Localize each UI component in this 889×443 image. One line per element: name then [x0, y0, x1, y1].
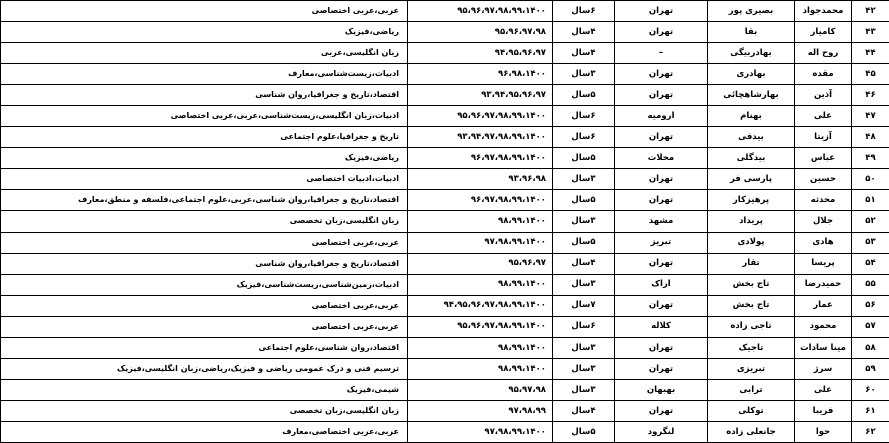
table-row — [1, 211, 889, 232]
city-cell: تهران — [615, 127, 708, 148]
city-cell: تهران — [615, 64, 708, 85]
roster-body — [1, 1, 889, 443]
table-row — [1, 85, 889, 106]
duration-cell: ۳سال — [553, 337, 615, 358]
subjects-cell: اقتصاد،تاریخ و جغرافیا،روان شناسی — [1, 85, 408, 106]
first-name-cell: سرژ — [795, 358, 852, 379]
subjects-cell: اقتصاد،تاریخ و جغرافیا،روان شناسی — [1, 253, 408, 274]
years-cell: ۹۶،۹۷،۹۸،۹۹،۱۴۰۰ — [408, 190, 553, 211]
table-row — [1, 43, 889, 64]
last-name-cell: پولادی — [708, 232, 795, 253]
last-name-cell: بهنام — [708, 106, 795, 127]
city-cell: ارومیه — [615, 106, 708, 127]
city-cell: کلاله — [615, 316, 708, 337]
last-name-cell: بهارشاهچائی — [708, 85, 795, 106]
years-cell: ۹۵،۹۶،۹۷ — [408, 253, 553, 274]
duration-cell: ۶سال — [553, 106, 615, 127]
table-row — [1, 379, 889, 400]
last-name-cell: تبریزی — [708, 358, 795, 379]
first-name-cell: حمیدرضا — [795, 274, 852, 295]
subjects-cell: عربی،عربی اختصاصی — [1, 295, 408, 316]
subjects-cell: ریاضی،فیزیک — [1, 148, 408, 169]
row-number-cell: ۴۳ — [852, 22, 889, 43]
duration-cell: ۴سال — [553, 22, 615, 43]
duration-cell: ۴سال — [553, 400, 615, 421]
duration-cell: ۵سال — [553, 190, 615, 211]
first-name-cell: محمدجواد — [795, 1, 852, 22]
table-row — [1, 358, 889, 379]
city-cell: تهران — [615, 1, 708, 22]
row-number-cell: ۵۳ — [852, 232, 889, 253]
duration-cell: ۳سال — [553, 64, 615, 85]
table-row — [1, 1, 889, 22]
first-name-cell: حسین — [795, 169, 852, 190]
table-row — [1, 106, 889, 127]
row-number-cell: ۵۹ — [852, 358, 889, 379]
table-row — [1, 148, 889, 169]
years-cell: ۹۵،۹۶،۹۷،۹۸ — [408, 22, 553, 43]
subjects-cell: زبان انگلیسی،عربی — [1, 43, 408, 64]
last-name-cell: بصیری پور — [708, 1, 795, 22]
years-cell: ۹۶،۹۸،۱۴۰۰ — [408, 64, 553, 85]
row-number-cell: ۶۲ — [852, 421, 889, 442]
city-cell: بهبهان — [615, 379, 708, 400]
first-name-cell: کامیار — [795, 22, 852, 43]
subjects-cell: اقتصاد،تاریخ و جغرافیا،روان شناسی،عربی،علوم اجتماعی،فلسفه و منطق،معارف — [1, 190, 408, 211]
row-number-cell: ۵۲ — [852, 211, 889, 232]
city-cell: تهران — [615, 337, 708, 358]
subjects-cell: عربی،عربی اختصاصی — [1, 1, 408, 22]
subjects-cell: ادبیات،زیست‌شناسی،معارف — [1, 64, 408, 85]
first-name-cell: فریبا — [795, 400, 852, 421]
row-number-cell: ۵۶ — [852, 295, 889, 316]
row-number-cell: ۵۴ — [852, 253, 889, 274]
first-name-cell: آزیتا — [795, 127, 852, 148]
row-number-cell: ۴۲ — [852, 1, 889, 22]
table-row — [1, 232, 889, 253]
subjects-cell: اقتصاد،روان شناسی،علوم اجتماعی — [1, 337, 408, 358]
city-cell: تهران — [615, 169, 708, 190]
last-name-cell: توکلی — [708, 400, 795, 421]
duration-cell: ۵سال — [553, 85, 615, 106]
years-cell: ۹۸،۹۹،۱۴۰۰ — [408, 358, 553, 379]
years-cell: ۹۳،۹۶،۹۸ — [408, 169, 553, 190]
city-cell: تهران — [615, 253, 708, 274]
duration-cell: ۳سال — [553, 169, 615, 190]
first-name-cell: عمار — [795, 295, 852, 316]
subjects-cell: ادبیات،ادبیات اختصاصی — [1, 169, 408, 190]
city-cell: – — [615, 43, 708, 64]
city-cell: تهران — [615, 85, 708, 106]
row-number-cell: ۴۷ — [852, 106, 889, 127]
subjects-cell: ادبیات،زبان انگلیسی،زیست‌شناسی،عربی،عربی اختصاصی — [1, 106, 408, 127]
years-cell: ۹۷،۹۸،۹۹،۱۴۰۰ — [408, 232, 553, 253]
last-name-cell: بهادری — [708, 64, 795, 85]
subjects-cell: زبان انگلیسی،زبان تخصصی — [1, 211, 408, 232]
years-cell: ۹۶،۹۷،۹۸،۹۹،۱۴۰۰ — [408, 148, 553, 169]
first-name-cell: حوا — [795, 421, 852, 442]
duration-cell: ۴سال — [553, 43, 615, 64]
city-cell: تبریز — [615, 232, 708, 253]
first-name-cell: پریسا — [795, 253, 852, 274]
first-name-cell: عباس — [795, 148, 852, 169]
duration-cell: ۶سال — [553, 1, 615, 22]
duration-cell: ۶سال — [553, 316, 615, 337]
first-name-cell: آذین — [795, 85, 852, 106]
row-number-cell: ۴۹ — [852, 148, 889, 169]
row-number-cell: ۶۱ — [852, 400, 889, 421]
city-cell: تهران — [615, 22, 708, 43]
city-cell: تهران — [615, 358, 708, 379]
last-name-cell: پریداد — [708, 211, 795, 232]
last-name-cell: تاجی زاده — [708, 316, 795, 337]
duration-cell: ۵سال — [553, 148, 615, 169]
duration-cell: ۴سال — [553, 253, 615, 274]
last-name-cell: تاجیک — [708, 337, 795, 358]
years-cell: ۹۸،۹۹،۱۴۰۰ — [408, 337, 553, 358]
city-cell: اراک — [615, 274, 708, 295]
duration-cell: ۳سال — [553, 211, 615, 232]
years-cell: ۹۳،۹۴،۹۵،۹۶،۹۷ — [408, 85, 553, 106]
years-cell: ۹۴،۹۵،۹۶،۹۷،۹۸،۹۹،۱۴۰۰ — [408, 295, 553, 316]
table-row — [1, 295, 889, 316]
last-name-cell: بیدقی — [708, 127, 795, 148]
city-cell: تهران — [615, 190, 708, 211]
row-number-cell: ۵۸ — [852, 337, 889, 358]
subjects-cell: عربی،عربی اختصاصی — [1, 232, 408, 253]
last-name-cell: جانعلی زاده — [708, 421, 795, 442]
last-name-cell: تاج بخش — [708, 295, 795, 316]
row-number-cell: ۶۰ — [852, 379, 889, 400]
row-number-cell: ۴۶ — [852, 85, 889, 106]
years-cell: ۹۸،۹۹،۱۴۰۰ — [408, 274, 553, 295]
city-cell: مشهد — [615, 211, 708, 232]
duration-cell: ۷سال — [553, 295, 615, 316]
years-cell: ۹۵،۹۶،۹۷،۹۸،۹۹،۱۴۰۰ — [408, 1, 553, 22]
duration-cell: ۳سال — [553, 358, 615, 379]
subjects-cell: تاریخ و جغرافیا،علوم اجتماعی — [1, 127, 408, 148]
duration-cell: ۶سال — [553, 127, 615, 148]
table-row — [1, 64, 889, 85]
row-number-cell: ۵۰ — [852, 169, 889, 190]
last-name-cell: تقار — [708, 253, 795, 274]
years-cell: ۹۸،۹۹،۱۴۰۰ — [408, 211, 553, 232]
subjects-cell: زبان انگلیسی،زبان تخصصی — [1, 400, 408, 421]
subjects-cell: ترسیم فنی و درک عمومی ریاضی و فیزیک،ریاضی،زبان انگلیسی،فیزیک — [1, 358, 408, 379]
years-cell: ۹۵،۹۷،۹۸ — [408, 379, 553, 400]
row-number-cell: ۴۸ — [852, 127, 889, 148]
city-cell: تهران — [615, 400, 708, 421]
first-name-cell: جلال — [795, 211, 852, 232]
table-row — [1, 421, 889, 442]
last-name-cell: بهادربیگی — [708, 43, 795, 64]
duration-cell: ۵سال — [553, 232, 615, 253]
years-cell: ۹۵،۹۶،۹۷،۹۸،۹۹،۱۴۰۰ — [408, 316, 553, 337]
years-cell: ۹۳،۹۴،۹۷،۹۸،۹۹،۱۴۰۰ — [408, 127, 553, 148]
table-row — [1, 337, 889, 358]
table-row — [1, 169, 889, 190]
row-number-cell: ۵۱ — [852, 190, 889, 211]
city-cell: تهران — [615, 295, 708, 316]
subjects-cell: عربی،عربی اختصاصی — [1, 316, 408, 337]
duration-cell: ۳سال — [553, 274, 615, 295]
table-row — [1, 127, 889, 148]
table-row — [1, 400, 889, 421]
first-name-cell: محمود — [795, 316, 852, 337]
table-row — [1, 316, 889, 337]
table-row — [1, 253, 889, 274]
years-cell: ۹۴،۹۵،۹۶،۹۷ — [408, 43, 553, 64]
row-number-cell: ۵۵ — [852, 274, 889, 295]
duration-cell: ۵سال — [553, 421, 615, 442]
table-row — [1, 274, 889, 295]
first-name-cell: علی — [795, 379, 852, 400]
last-name-cell: تاج بخش — [708, 274, 795, 295]
duration-cell: ۳سال — [553, 379, 615, 400]
first-name-cell: مقده — [795, 64, 852, 85]
years-cell: ۹۷،۹۸،۹۹ — [408, 400, 553, 421]
row-number-cell: ۴۴ — [852, 43, 889, 64]
row-number-cell: ۵۷ — [852, 316, 889, 337]
first-name-cell: روح اله — [795, 43, 852, 64]
row-number-cell: ۴۵ — [852, 64, 889, 85]
last-name-cell: ترابی — [708, 379, 795, 400]
subjects-cell: عربی،عربی اختصاصی،معارف — [1, 421, 408, 442]
subjects-cell: شیمی،فیزیک — [1, 379, 408, 400]
years-cell: ۹۵،۹۶،۹۷،۹۸،۹۹،۱۴۰۰ — [408, 106, 553, 127]
first-name-cell: محدثه — [795, 190, 852, 211]
subjects-cell: ریاضی،فیزیک — [1, 22, 408, 43]
city-cell: محلات — [615, 148, 708, 169]
subjects-cell: ادبیات،زمین‌شناسی،زیست‌شناسی،فیزیک — [1, 274, 408, 295]
last-name-cell: بقا — [708, 22, 795, 43]
last-name-cell: پارسی فر — [708, 169, 795, 190]
table-row — [1, 22, 889, 43]
table-row — [1, 190, 889, 211]
first-name-cell: هادی — [795, 232, 852, 253]
last-name-cell: پرهیزکار — [708, 190, 795, 211]
city-cell: لنگرود — [615, 421, 708, 442]
last-name-cell: بیدگلی — [708, 148, 795, 169]
first-name-cell: مینا سادات — [795, 337, 852, 358]
years-cell: ۹۷،۹۸،۹۹،۱۴۰۰ — [408, 421, 553, 442]
first-name-cell: علی — [795, 106, 852, 127]
